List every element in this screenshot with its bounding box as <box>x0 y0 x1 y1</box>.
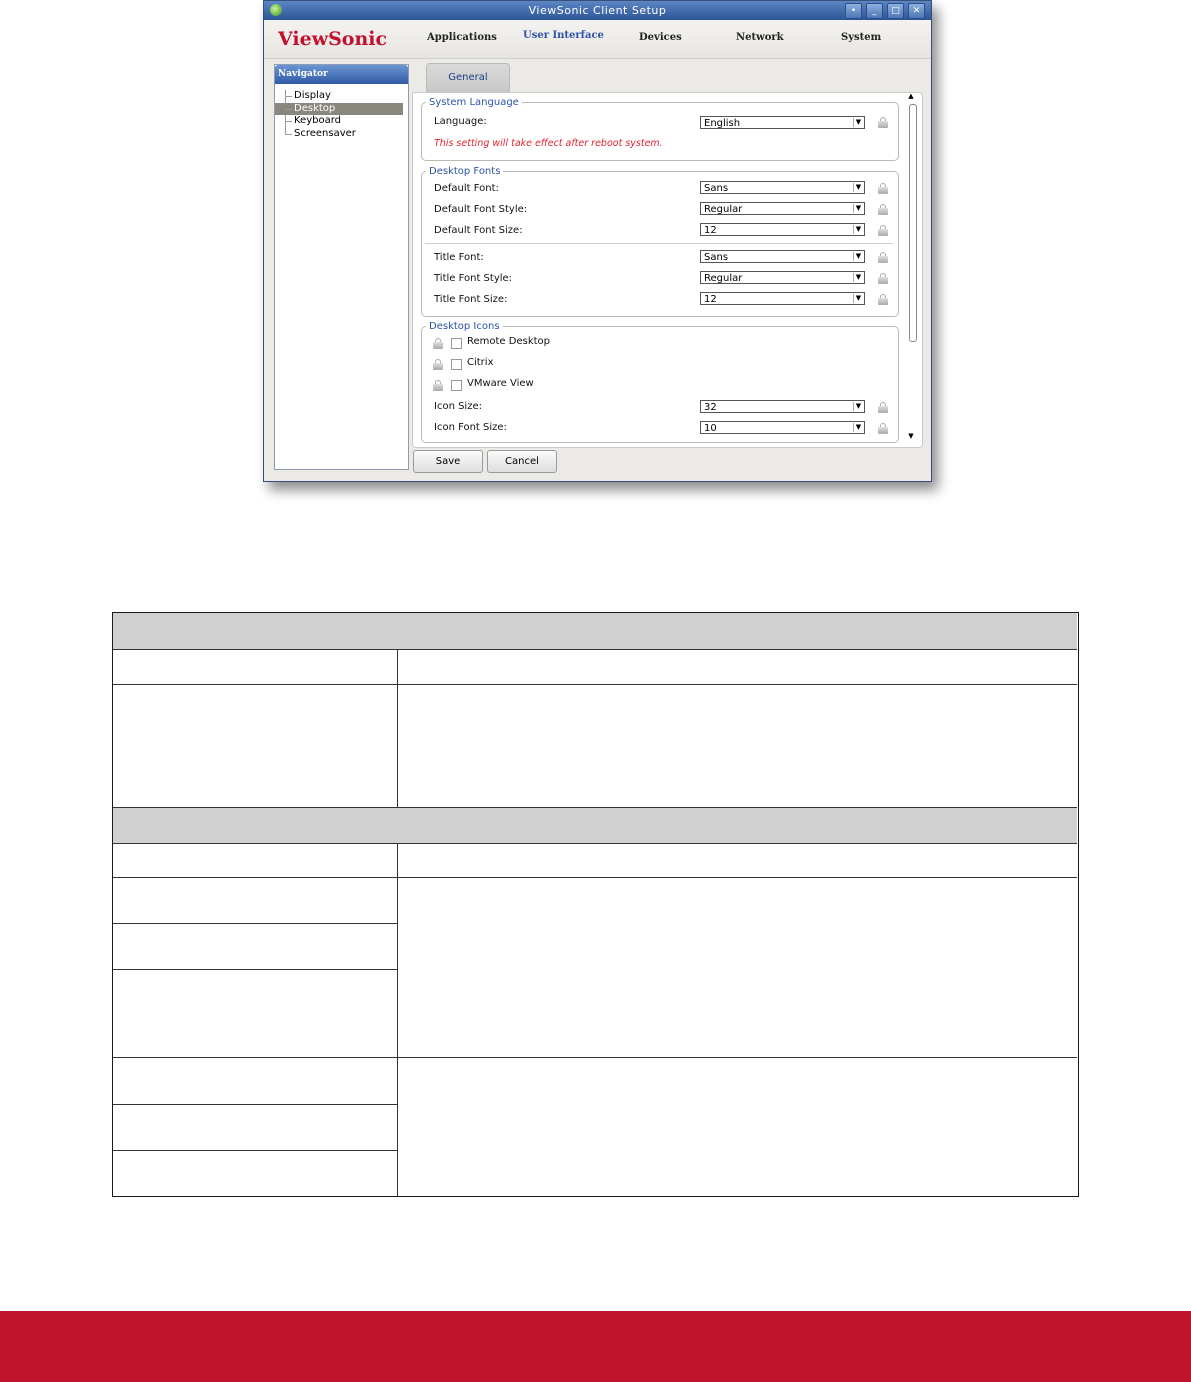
table-section-header <box>113 613 1077 649</box>
icon-font-size-value: 10 <box>704 423 717 434</box>
desktop-icons-legend: Desktop Icons <box>429 321 500 332</box>
lock-icon[interactable] <box>878 273 888 284</box>
reboot-warning: This setting will take effect after reboot system. <box>434 138 663 149</box>
lock-icon[interactable] <box>878 117 888 128</box>
system-language-legend: System Language <box>429 97 519 108</box>
chevron-down-icon: ▼ <box>853 423 863 432</box>
chevron-down-icon: ▼ <box>853 294 863 303</box>
default-font-value: Sans <box>704 183 729 194</box>
title-font-style-select[interactable] <box>700 271 865 284</box>
navigator-panel <box>274 64 409 470</box>
lock-icon[interactable] <box>878 204 888 215</box>
close-button[interactable]: ✕ <box>908 3 925 19</box>
language-select[interactable] <box>700 116 865 129</box>
chevron-down-icon: ▼ <box>853 204 863 213</box>
lock-icon[interactable] <box>433 338 443 349</box>
menu-user-interface[interactable]: User Interface <box>523 30 604 41</box>
maximize-button[interactable]: □ <box>887 3 904 19</box>
chevron-down-icon: ▼ <box>853 225 863 234</box>
minimize-button[interactable]: _ <box>866 3 883 19</box>
navigator-tree <box>275 90 408 140</box>
lock-icon[interactable] <box>433 380 443 391</box>
lock-icon[interactable] <box>433 359 443 370</box>
lock-icon[interactable] <box>878 423 888 434</box>
viewsonic-logo: ViewSonic <box>278 28 388 50</box>
table-cell <box>113 650 397 684</box>
nav-item-keyboard[interactable]: Keyboard <box>275 115 408 128</box>
save-button[interactable]: Save <box>413 450 483 473</box>
pin-window-button[interactable]: • <box>845 3 862 19</box>
window-title: ViewSonic Client Setup <box>528 4 667 17</box>
scroll-up-icon[interactable]: ▲ <box>908 92 914 100</box>
menu-network[interactable]: Network <box>736 32 784 43</box>
nav-item-desktop[interactable]: Desktop <box>275 103 403 116</box>
default-font-style-value: Regular <box>704 204 743 215</box>
menu-devices[interactable]: Devices <box>639 32 682 43</box>
title-font-style-value: Regular <box>704 273 743 284</box>
default-font-style-select[interactable] <box>700 202 865 215</box>
title-font-value: Sans <box>704 252 729 263</box>
cancel-button[interactable]: Cancel <box>487 450 557 473</box>
menu-system[interactable]: System <box>841 32 882 43</box>
nav-item-display[interactable]: Display <box>275 90 408 103</box>
default-font-size-select[interactable] <box>700 223 865 236</box>
table-section-header <box>113 807 1077 843</box>
language-value: English <box>704 118 741 129</box>
citrix-checkbox[interactable] <box>451 359 462 370</box>
table-cell <box>398 650 1077 684</box>
nav-item-screensaver[interactable]: Screensaver <box>275 128 408 141</box>
tab-general[interactable]: General <box>426 63 510 94</box>
title-bar <box>264 1 931 20</box>
default-font-size-label: Default Font Size: <box>434 225 523 236</box>
icon-font-size-select[interactable] <box>700 421 865 434</box>
title-font-select[interactable] <box>700 250 865 263</box>
default-font-style-label: Default Font Style: <box>434 204 528 215</box>
divider <box>425 243 893 244</box>
chevron-down-icon: ▼ <box>853 273 863 282</box>
client-setup-window <box>263 0 932 482</box>
icon-size-value: 32 <box>704 402 717 413</box>
icon-font-size-label: Icon Font Size: <box>434 422 507 433</box>
citrix-label: Citrix <box>467 357 494 368</box>
chevron-down-icon: ▼ <box>853 402 863 411</box>
title-font-size-label: Title Font Size: <box>434 294 508 305</box>
title-font-size-value: 12 <box>704 294 717 305</box>
main-menu-bar <box>264 20 931 59</box>
lock-icon[interactable] <box>878 252 888 263</box>
remote-desktop-checkbox[interactable] <box>451 338 462 349</box>
navigator-header: Navigator <box>275 65 408 84</box>
vertical-scrollbar[interactable] <box>906 92 918 442</box>
lock-icon[interactable] <box>878 225 888 236</box>
system-language-group <box>421 97 899 161</box>
vmware-view-checkbox[interactable] <box>451 380 462 391</box>
default-font-select[interactable] <box>700 181 865 194</box>
lock-icon[interactable] <box>878 183 888 194</box>
default-font-size-value: 12 <box>704 225 717 236</box>
menu-applications[interactable]: Applications <box>427 32 497 43</box>
icon-size-label: Icon Size: <box>434 401 482 412</box>
settings-panel <box>412 92 923 448</box>
footer-bar <box>0 1311 1191 1382</box>
desktop-fonts-legend: Desktop Fonts <box>429 166 501 177</box>
lock-icon[interactable] <box>878 402 888 413</box>
title-font-size-select[interactable] <box>700 292 865 305</box>
chevron-down-icon: ▼ <box>853 118 863 127</box>
scroll-thumb[interactable] <box>909 104 917 342</box>
remote-desktop-label: Remote Desktop <box>467 336 551 347</box>
title-font-label: Title Font: <box>434 252 484 263</box>
chevron-down-icon: ▼ <box>853 252 863 261</box>
lock-icon[interactable] <box>878 294 888 305</box>
settings-reference-table <box>112 612 1079 1197</box>
chevron-down-icon: ▼ <box>853 183 863 192</box>
icon-size-select[interactable] <box>700 400 865 413</box>
title-font-style-label: Title Font Style: <box>434 273 513 284</box>
scroll-down-icon[interactable]: ▼ <box>908 432 914 440</box>
language-label: Language: <box>434 116 487 127</box>
vmware-view-label: VMware View <box>467 378 534 389</box>
default-font-label: Default Font: <box>434 183 499 194</box>
